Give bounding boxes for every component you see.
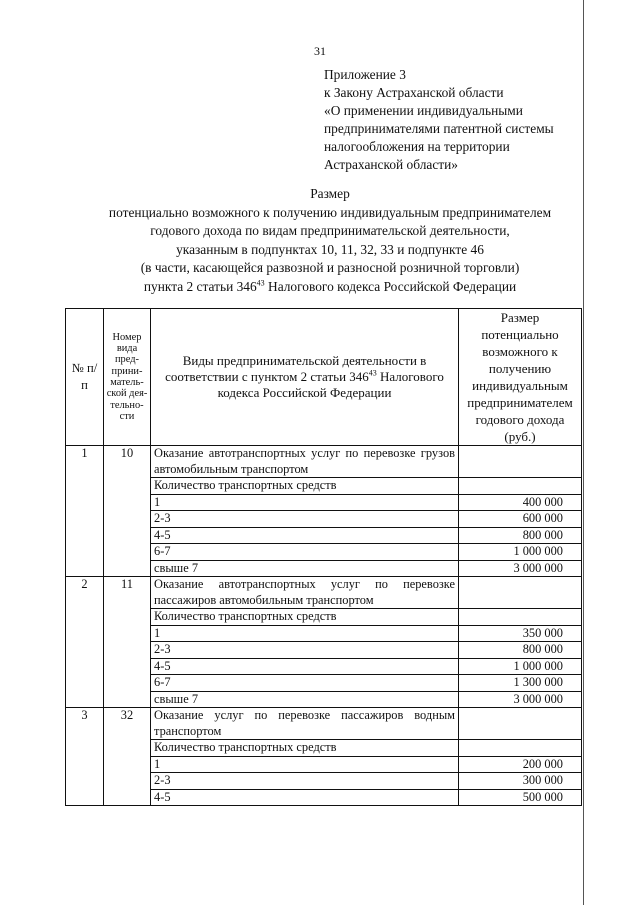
income-amount: 300 000 <box>459 773 582 790</box>
income-amount: 500 000 <box>459 789 582 806</box>
header-activity-text: Налогового кодекса Российской Федерации <box>217 369 444 400</box>
activity-description: Оказание услуг по перевозке пассажиров водным транспортом <box>151 708 459 740</box>
header-activity-superscript: 43 <box>368 368 377 378</box>
header-income-size: Размер потенциально возможного к получению индивидуальным предпринимателем годового дохода (руб.) <box>459 309 582 446</box>
vehicle-count: 4-5 <box>151 658 459 675</box>
vehicle-count: 6-7 <box>151 675 459 692</box>
row-number: 2 <box>66 577 104 708</box>
income-amount: 3 000 000 <box>459 691 582 708</box>
empty-amount-cell <box>459 740 582 757</box>
income-amount: 600 000 <box>459 511 582 528</box>
title-line: годового дохода по видам предпринимательской деятельности, <box>150 223 510 239</box>
title-superscript: 43 <box>256 278 265 288</box>
vehicle-count: 4-5 <box>151 789 459 806</box>
activity-code: 32 <box>104 708 151 806</box>
vehicle-count: 4-5 <box>151 527 459 544</box>
vehicle-count: 1 <box>151 494 459 511</box>
income-amount: 3 000 000 <box>459 560 582 577</box>
vehicle-count: 1 <box>151 756 459 773</box>
scan-edge-line <box>583 0 584 905</box>
appendix-line: к Закону Астраханской области <box>324 85 504 100</box>
appendix-line: Приложение 3 <box>324 67 406 82</box>
income-amount: 400 000 <box>459 494 582 511</box>
income-amount: 1 300 000 <box>459 675 582 692</box>
vehicle-count: свыше 7 <box>151 691 459 708</box>
header-activity-code: Номер вида пред-прини-матель-ской дея-тельно-сти <box>104 309 151 446</box>
vehicle-count-label: Количество транспортных средств <box>151 740 459 757</box>
income-amount: 350 000 <box>459 625 582 642</box>
appendix-line: предпринимателями патентной системы <box>324 121 554 136</box>
vehicle-count: 2-3 <box>151 511 459 528</box>
table-header-row <box>66 309 582 446</box>
income-amount: 1 000 000 <box>459 658 582 675</box>
activity-description: Оказание автотранспортных услуг по перевозке грузов автомобильным транспортом <box>151 446 459 478</box>
table-row <box>66 446 582 478</box>
document-title <box>40 185 620 297</box>
row-number: 1 <box>66 446 104 577</box>
empty-amount-cell <box>459 446 582 478</box>
table-row <box>66 708 582 740</box>
vehicle-count: 2-3 <box>151 642 459 659</box>
title-line-text: пункта 2 статьи 346 <box>143 278 257 294</box>
vehicle-count: свыше 7 <box>151 560 459 577</box>
title-line: (в части, касающейся развозной и разносной розничной торговли) <box>140 260 520 276</box>
title-line: Размер <box>310 186 350 201</box>
empty-amount-cell <box>459 609 582 626</box>
vehicle-count: 6-7 <box>151 544 459 561</box>
header-activity-type <box>151 309 459 446</box>
income-table <box>65 308 582 806</box>
activity-code: 10 <box>104 446 151 577</box>
title-line <box>40 278 620 297</box>
appendix-line: «О применении индивидуальными <box>324 103 523 118</box>
empty-amount-cell <box>459 478 582 495</box>
vehicle-count-label: Количество транспортных средств <box>151 609 459 626</box>
vehicle-count: 1 <box>151 625 459 642</box>
header-activity-text: Виды предпринимательской деятельности в соответствии с пунктом 2 статьи 346 <box>165 353 427 384</box>
income-amount: 1 000 000 <box>459 544 582 561</box>
title-line: потенциально возможного к получению индивидуальным предпринимателем <box>108 204 552 220</box>
vehicle-count-label: Количество транспортных средств <box>151 478 459 495</box>
empty-amount-cell <box>459 577 582 609</box>
activity-description: Оказание автотранспортных услуг по перевозке пассажиров автомобильным транспортом <box>151 577 459 609</box>
appendix-line: налогообложения на территории <box>324 139 510 154</box>
appendix-heading <box>324 66 624 174</box>
income-amount: 800 000 <box>459 642 582 659</box>
table-body <box>66 446 582 806</box>
activity-code: 11 <box>104 577 151 708</box>
title-line-text: Налогового кодекса Российской Федерации <box>264 278 517 294</box>
empty-amount-cell <box>459 708 582 740</box>
title-line: указанным в подпунктах 10, 11, 32, 33 и подпункте 46 <box>176 241 484 257</box>
page-number: 31 <box>314 44 326 58</box>
income-amount: 200 000 <box>459 756 582 773</box>
table-row <box>66 577 582 609</box>
header-number: № п/п <box>66 309 104 446</box>
appendix-line: Астраханской области» <box>324 157 458 172</box>
row-number: 3 <box>66 708 104 806</box>
vehicle-count: 2-3 <box>151 773 459 790</box>
income-amount: 800 000 <box>459 527 582 544</box>
